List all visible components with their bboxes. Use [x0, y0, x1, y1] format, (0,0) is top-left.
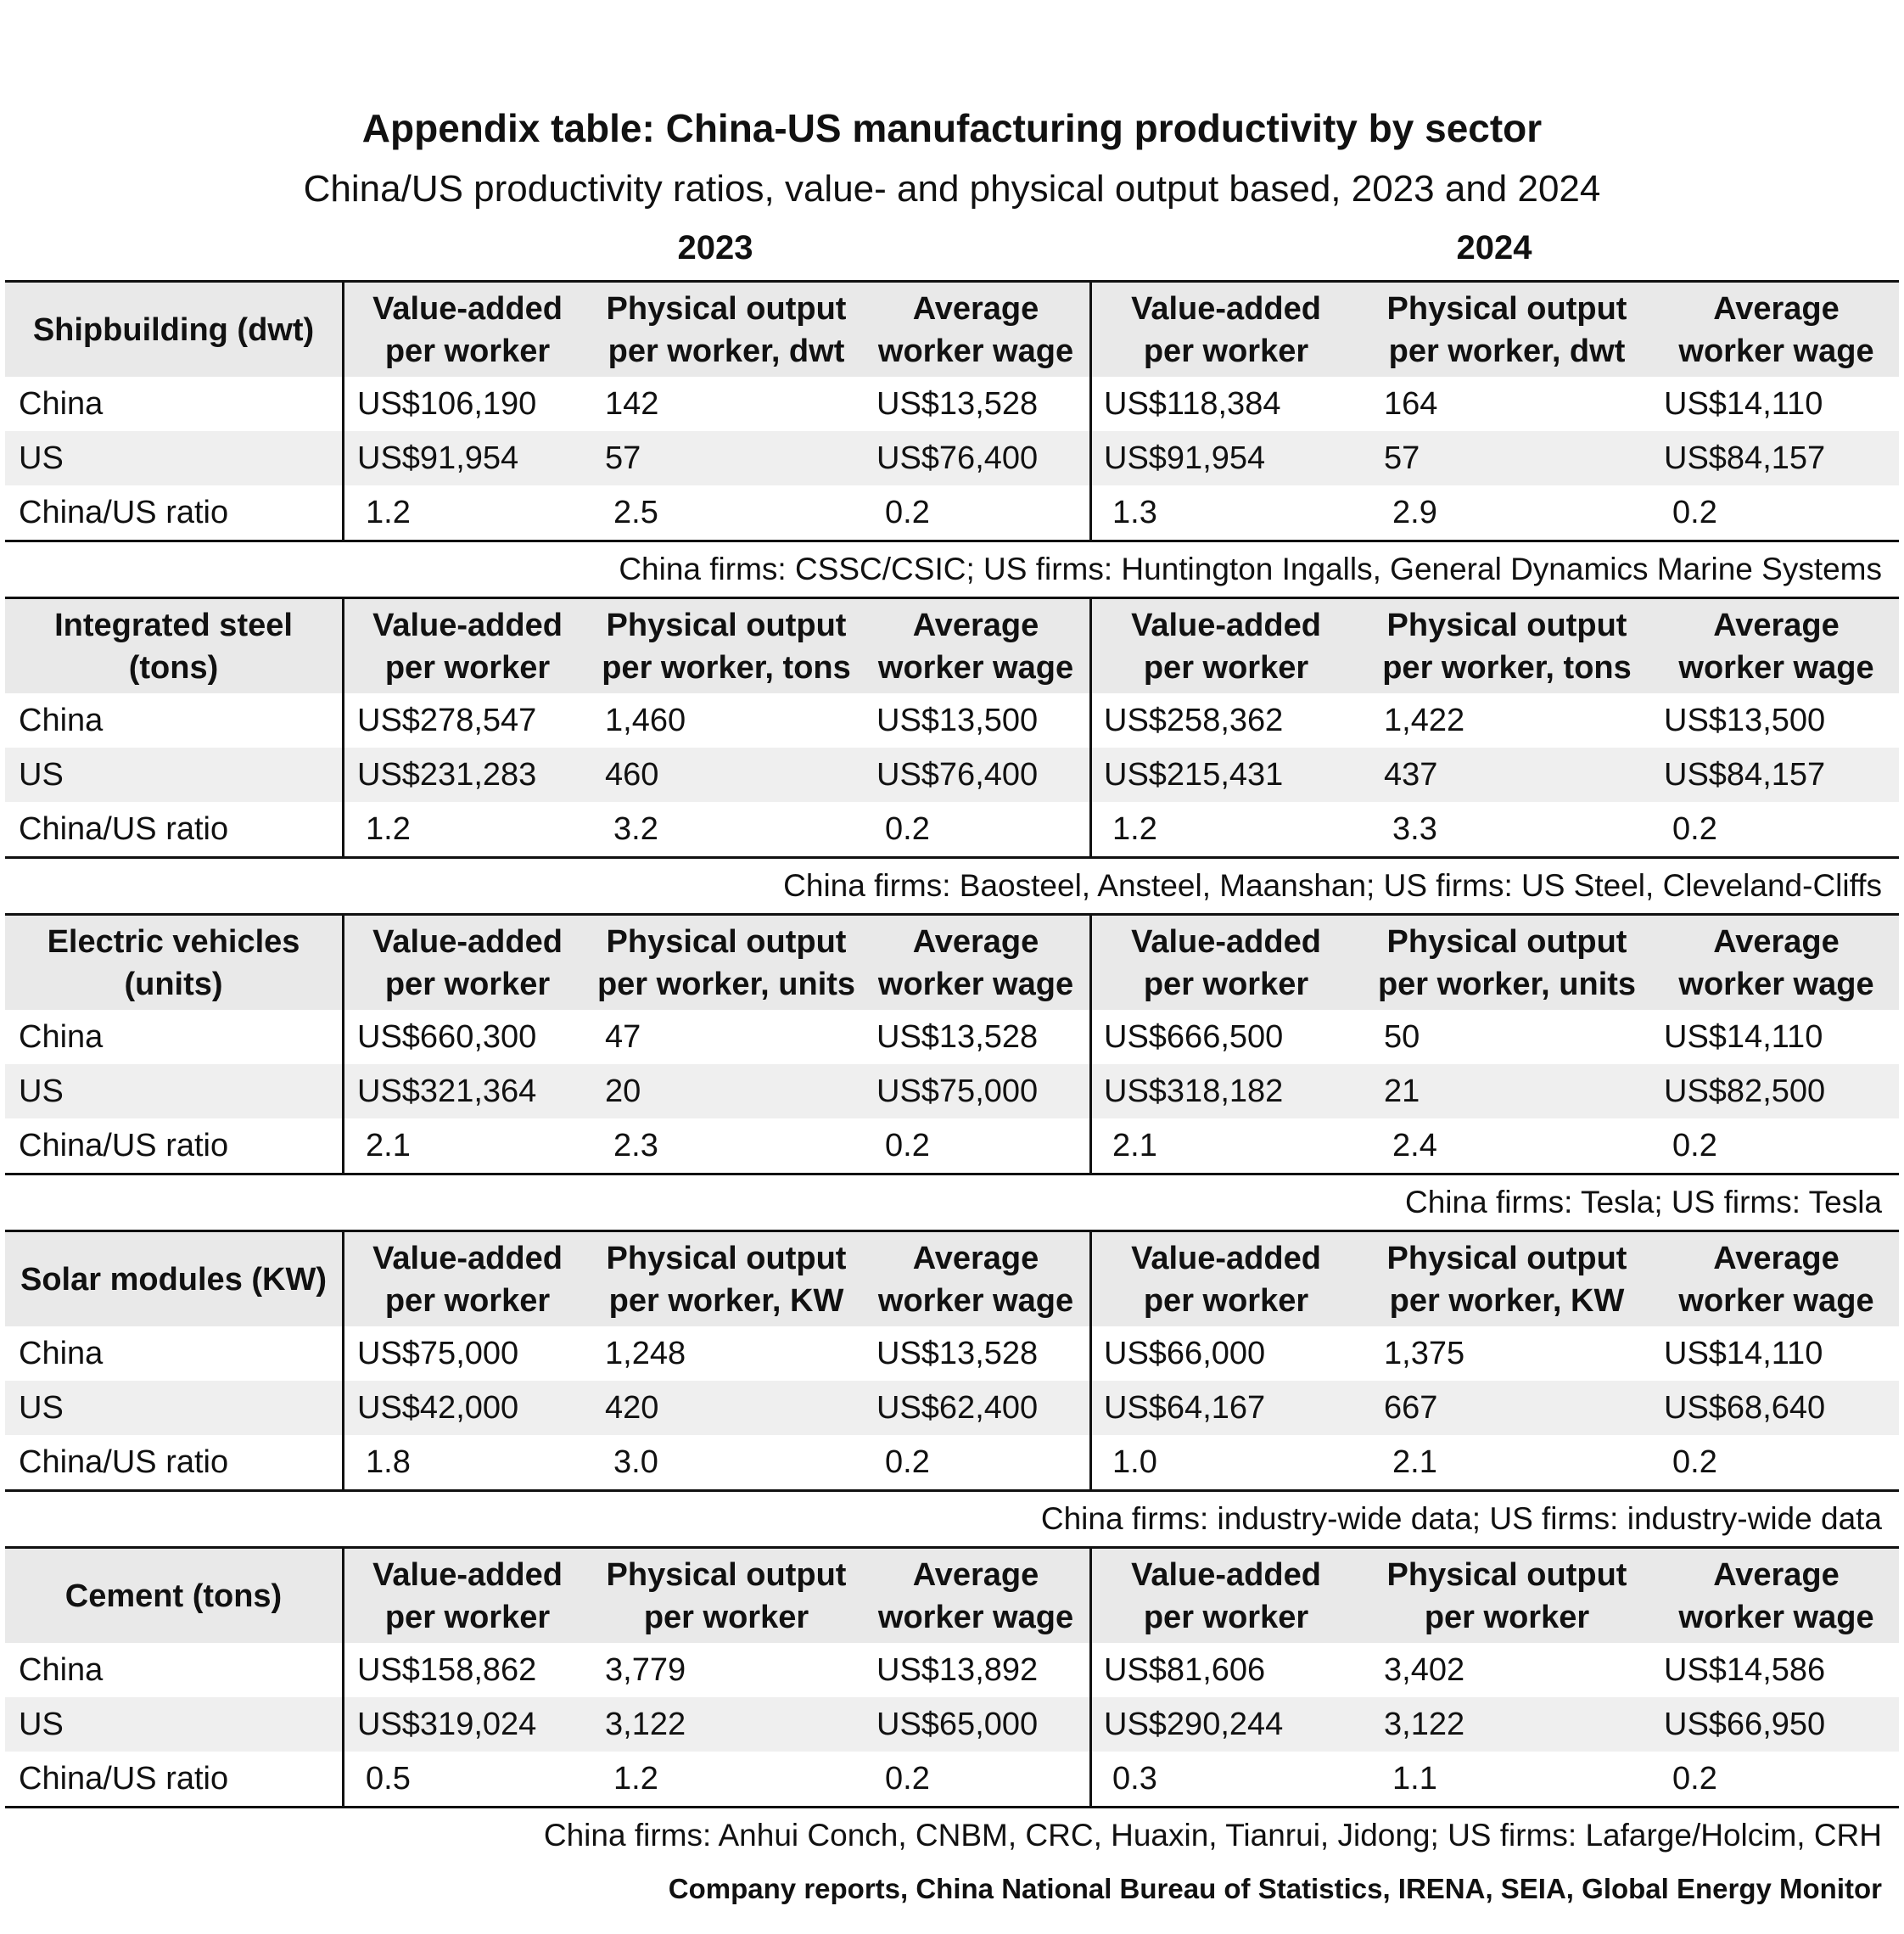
table-cell: 47	[605, 1019, 641, 1055]
column-header: Physical output per worker, units	[1377, 923, 1637, 1002]
table-cell: US$290,244	[1104, 1707, 1284, 1742]
table-cell: 1.2	[366, 811, 411, 847]
table-cell: 0.2	[885, 1761, 930, 1797]
year-heading-2024: 2024	[1456, 229, 1532, 266]
column-header: Average worker wage	[877, 607, 1074, 686]
row-label: China	[19, 703, 104, 738]
table-cell: US$75,000	[876, 1074, 1039, 1109]
table-cell: US$14,110	[1664, 386, 1823, 422]
column-header: Physical output per worker, KW	[606, 1240, 847, 1319]
table-cell: 3.2	[613, 811, 658, 847]
column-header: Average worker wage	[1678, 607, 1874, 686]
table-cell: US$106,190	[357, 386, 537, 422]
sector-table	[5, 597, 1899, 861]
table-cell: 1.3	[1112, 495, 1157, 530]
table-cell: US$666,500	[1104, 1019, 1284, 1055]
table-bottom-rule	[5, 1806, 1899, 1808]
table-row	[5, 431, 1899, 485]
table-cell: 0.2	[885, 495, 930, 530]
sector-table	[5, 280, 1899, 545]
table-cell: US$14,110	[1664, 1019, 1823, 1055]
column-header: Average worker wage	[1678, 1556, 1874, 1635]
column-header: Average worker wage	[877, 1556, 1074, 1635]
table-cell: 1,460	[605, 703, 686, 738]
column-header: Value-added per worker	[372, 607, 563, 686]
page-subtitle: China/US productivity ratios, value- and physical output based, 2023 and 2024	[303, 168, 1601, 210]
table-cell: 1.2	[613, 1761, 658, 1797]
table-cell: US$64,167	[1104, 1390, 1266, 1426]
table-row	[5, 1697, 1899, 1752]
table-bottom-rule	[5, 1489, 1899, 1492]
column-header: Value-added per worker	[372, 290, 563, 369]
table-cell: US$13,528	[876, 1019, 1039, 1055]
column-divider	[342, 597, 344, 859]
table-cell: 0.2	[1672, 1444, 1717, 1480]
table-cell: 0.5	[366, 1761, 411, 1797]
column-header: Physical output per worker	[1386, 1556, 1627, 1635]
table-cell: 57	[1384, 440, 1420, 476]
table-cell: 1.2	[366, 495, 411, 530]
table-row	[5, 1435, 1899, 1489]
table-cell: 2.9	[1392, 495, 1437, 530]
year-heading-2023: 2023	[677, 229, 753, 266]
column-divider	[342, 1230, 344, 1492]
table-cell: 50	[1384, 1019, 1420, 1055]
table-cell: US$66,950	[1664, 1707, 1826, 1742]
table-bottom-rule	[5, 1173, 1899, 1175]
table-cell: 2.1	[366, 1128, 411, 1163]
table-bottom-rule	[5, 856, 1899, 859]
table-cell: 437	[1384, 757, 1438, 793]
table-cell: US$42,000	[357, 1390, 519, 1426]
table-cell: 21	[1384, 1074, 1420, 1109]
table-row	[5, 377, 1899, 431]
table-row	[5, 485, 1899, 540]
column-divider	[1089, 597, 1092, 859]
column-divider	[1089, 1230, 1092, 1492]
sector-table	[5, 1546, 1899, 1811]
table-cell: US$13,528	[876, 386, 1039, 422]
firms-note: China firms: industry-wide data; US firms: industry-wide data	[1040, 1501, 1882, 1536]
table-cell: US$13,528	[876, 1336, 1039, 1371]
table-cell: 3.0	[613, 1444, 658, 1480]
table-cell: US$14,586	[1664, 1652, 1826, 1688]
sector-table	[5, 1230, 1899, 1494]
table-cell: 2.3	[613, 1128, 658, 1163]
column-divider	[342, 280, 344, 542]
column-header: Average worker wage	[877, 923, 1074, 1002]
column-header: Average worker wage	[877, 1240, 1074, 1319]
column-header: Physical output per worker, KW	[1386, 1240, 1627, 1319]
row-label: China/US ratio	[19, 1128, 229, 1163]
sector-name: Shipbuilding (dwt)	[32, 311, 315, 348]
table-cell: 1.0	[1112, 1444, 1157, 1480]
table-cell: 2.1	[1112, 1128, 1157, 1163]
sector-name: Electric vehicles (units)	[47, 923, 300, 1002]
table-cell: US$68,640	[1664, 1390, 1826, 1426]
table-cell: US$91,954	[1104, 440, 1266, 476]
table-cell: 142	[605, 386, 659, 422]
sector-name: Cement (tons)	[64, 1578, 283, 1614]
table-cell: US$81,606	[1104, 1652, 1266, 1688]
table-cell: 2.5	[613, 495, 658, 530]
table-row	[5, 1643, 1899, 1697]
table-cell: 1.2	[1112, 811, 1157, 847]
column-header: Value-added per worker	[1131, 1556, 1321, 1635]
table-cell: 3,779	[605, 1652, 686, 1688]
column-header: Physical output per worker, tons	[1382, 607, 1632, 686]
row-label: China/US ratio	[19, 811, 229, 847]
table-cell: US$82,500	[1664, 1074, 1826, 1109]
row-label: US	[19, 1390, 64, 1426]
table-cell: 1.8	[366, 1444, 411, 1480]
table-cell: 57	[605, 440, 641, 476]
table-cell: 0.2	[1672, 1128, 1717, 1163]
column-divider	[1089, 280, 1092, 542]
table-row	[5, 1752, 1899, 1806]
table-cell: US$14,110	[1664, 1336, 1823, 1371]
row-label: US	[19, 440, 64, 476]
table-cell: US$660,300	[357, 1019, 537, 1055]
column-divider	[342, 1546, 344, 1808]
table-cell: 0.2	[1672, 811, 1717, 847]
column-header: Value-added per worker	[1131, 1240, 1321, 1319]
column-header: Average worker wage	[1678, 290, 1874, 369]
table-cell: 3,402	[1384, 1652, 1465, 1688]
table-cell: 0.2	[1672, 1761, 1717, 1797]
table-cell: US$84,157	[1664, 757, 1826, 793]
column-header: Average worker wage	[877, 290, 1074, 369]
column-header: Physical output per worker, dwt	[1386, 290, 1627, 369]
column-header: Value-added per worker	[372, 1556, 563, 1635]
table-cell: 0.2	[885, 1444, 930, 1480]
table-cell: 20	[605, 1074, 641, 1109]
row-label: US	[19, 1074, 64, 1109]
table-cell: US$13,892	[876, 1652, 1039, 1688]
table-cell: US$65,000	[876, 1707, 1039, 1742]
row-label: China/US ratio	[19, 1444, 229, 1480]
table-row	[5, 1010, 1899, 1064]
table-bottom-rule	[5, 540, 1899, 542]
column-header: Average worker wage	[1678, 1240, 1874, 1319]
table-cell: US$13,500	[1664, 703, 1826, 738]
table-row	[5, 802, 1899, 856]
table-cell: 0.2	[1672, 495, 1717, 530]
table-cell: US$278,547	[357, 703, 537, 738]
table-row	[5, 1381, 1899, 1435]
table-cell: US$13,500	[876, 703, 1039, 738]
table-cell: 1,248	[605, 1336, 686, 1371]
table-cell: 3,122	[1384, 1707, 1465, 1742]
column-header: Physical output per worker, tons	[602, 607, 851, 686]
row-label: China/US ratio	[19, 495, 229, 530]
column-divider	[342, 913, 344, 1175]
table-cell: US$91,954	[357, 440, 519, 476]
column-header: Value-added per worker	[1131, 290, 1321, 369]
table-cell: 2.1	[1392, 1444, 1437, 1480]
firms-note: China firms: Tesla; US firms: Tesla	[1404, 1185, 1882, 1219]
table-cell: US$321,364	[357, 1074, 537, 1109]
row-label: China	[19, 1652, 104, 1688]
column-divider	[1089, 1546, 1092, 1808]
table-row	[5, 1326, 1899, 1381]
table-cell: 1.1	[1392, 1761, 1437, 1797]
table-cell: 3,122	[605, 1707, 686, 1742]
table-cell: US$231,283	[357, 757, 537, 793]
table-cell: 420	[605, 1390, 659, 1426]
sector-name: Solar modules (KW)	[20, 1261, 328, 1298]
table-cell: US$75,000	[357, 1336, 519, 1371]
row-label: US	[19, 1707, 64, 1742]
sector-name: Integrated steel (tons)	[54, 607, 293, 686]
row-label: China	[19, 386, 104, 422]
table-cell: US$158,862	[357, 1652, 537, 1688]
table-cell: US$76,400	[876, 440, 1039, 476]
column-header: Physical output per worker	[606, 1556, 847, 1635]
table-row	[5, 1064, 1899, 1118]
row-label: China	[19, 1336, 104, 1371]
table-cell: 460	[605, 757, 659, 793]
table-cell: 3.3	[1392, 811, 1437, 847]
firms-note: China firms: Baosteel, Ansteel, Maanshan; US firms: US Steel, Cleveland-Cliffs	[783, 868, 1882, 903]
table-cell: 164	[1384, 386, 1438, 422]
table-cell: 667	[1384, 1390, 1438, 1426]
table-cell: 2.4	[1392, 1128, 1437, 1163]
table-cell: 0.3	[1112, 1761, 1157, 1797]
table-cell: US$118,384	[1104, 386, 1281, 422]
table-row	[5, 1118, 1899, 1173]
row-label: China	[19, 1019, 104, 1055]
column-header: Average worker wage	[1678, 923, 1874, 1002]
table-cell: 1,422	[1384, 703, 1465, 738]
table-row	[5, 748, 1899, 802]
source-note: Company reports, China National Bureau of Statistics, IRENA, SEIA, Global Energy Monitor	[668, 1873, 1882, 1904]
column-header: Physical output per worker, units	[596, 923, 856, 1002]
page-title: Appendix table: China-US manufacturing productivity by sector	[361, 106, 1543, 150]
column-header: Value-added per worker	[372, 1240, 563, 1319]
table-row	[5, 693, 1899, 748]
column-header: Value-added per worker	[1131, 607, 1321, 686]
table-cell: US$62,400	[876, 1390, 1039, 1426]
row-label: US	[19, 757, 64, 793]
firms-note: China firms: Anhui Conch, CNBM, CRC, Huaxin, Tianrui, Jidong; US firms: Lafarge/Holcim, CRH	[543, 1818, 1882, 1853]
table-cell: US$76,400	[876, 757, 1039, 793]
table-cell: 1,375	[1384, 1336, 1465, 1371]
row-label: China/US ratio	[19, 1761, 229, 1797]
table-cell: US$84,157	[1664, 440, 1826, 476]
firms-note: China firms: CSSC/CSIC; US firms: Huntington Ingalls, General Dynamics Marine Systems	[619, 552, 1882, 586]
table-cell: 0.2	[885, 811, 930, 847]
column-header: Value-added per worker	[1131, 923, 1321, 1002]
table-cell: US$66,000	[1104, 1336, 1266, 1371]
sector-table	[5, 913, 1899, 1178]
column-header: Physical output per worker, dwt	[606, 290, 847, 369]
column-header: Value-added per worker	[372, 923, 563, 1002]
table-cell: US$319,024	[357, 1707, 537, 1742]
table-cell: US$258,362	[1104, 703, 1284, 738]
table-cell: 0.2	[885, 1128, 930, 1163]
table-cell: US$318,182	[1104, 1074, 1284, 1109]
table-cell: US$215,431	[1104, 757, 1284, 793]
column-divider	[1089, 913, 1092, 1175]
